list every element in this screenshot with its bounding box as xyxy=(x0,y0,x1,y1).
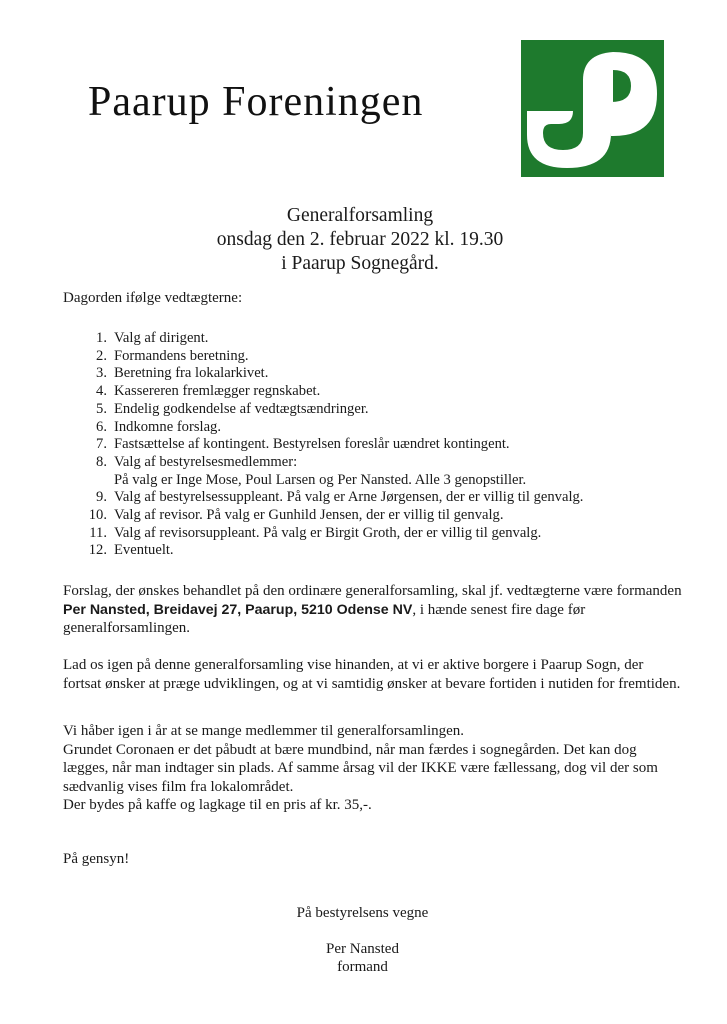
agenda-item: 9. Valg af bestyrelsessuppleant. På valg er Arne Jørgensen, der er villig til genvalg. xyxy=(96,489,584,506)
proposal-paragraph: Forslag, der ønskes behandlet på den ordinære generalforsamling, skal jf. vedtægterne være formanden Per Nansted, Breidavej 27, Paarup, 5210 Odense NV, i hænde senest fire dage før generalforsamlingen. xyxy=(63,583,682,636)
meeting-info xyxy=(150,204,570,276)
agenda-item: 3. Beretning fra lokalarkivet. xyxy=(96,365,269,382)
meeting-venue: i Paarup Sognegård. xyxy=(281,253,439,274)
agenda-item: 7. Fastsættelse af kontingent. Bestyrelsen foreslår uændret kontingent. xyxy=(96,436,510,453)
agenda-item: 2. Formandens beretning. xyxy=(96,347,249,364)
agenda-item: 8. Valg af bestyrelsesmedlemmer: xyxy=(96,453,298,470)
meeting-heading: Generalforsamling xyxy=(286,205,434,226)
meeting-date: onsdag den 2. februar 2022 kl. 19.30 xyxy=(216,229,504,250)
closing-greeting: På gensyn! xyxy=(63,851,130,867)
agenda-list xyxy=(78,330,698,560)
paarup-logo xyxy=(521,40,664,177)
agenda-item-detail: På valg er Inge Mose, Poul Larsen og Per Nansted. Alle 3 genopstiller. xyxy=(114,471,527,488)
agenda-item: 1. Valg af dirigent. xyxy=(96,330,209,346)
agenda-item: 11. Valg af revisorsuppleant. På valg er Birgit Groth, der er villig til genvalg. xyxy=(89,524,542,541)
agenda-item: 12. Eventuelt. xyxy=(88,542,174,559)
chairman-address: Per Nansted, Breidavej 27, Paarup, 5210 Odense NV xyxy=(63,601,413,618)
agenda-intro: Dagorden ifølge vedtægterne: xyxy=(63,290,243,306)
community-paragraph: Lad os igen på denne generalforsamling vise hinanden, at vi er aktive borgere i Paarup Sogn, der fortsat ønsker at præge udviklingen, og at vi samtidig ønsker at bevare fortiden i nutiden for fremtiden. xyxy=(63,657,681,692)
agenda-item: 10. Valg af revisor. På valg er Gunhild Jensen, der er villig til genvalg. xyxy=(88,507,504,524)
agenda-item: 4. Kassereren fremlægger regnskabet. xyxy=(96,383,321,400)
info-line: Vi håber igen i år at se mange medlemmer til generalforsamlingen. xyxy=(63,723,465,739)
info-line: Der bydes på kaffe og lagkage til en pris af kr. 35,-. xyxy=(63,797,372,813)
signature-block xyxy=(240,940,485,976)
agenda-item: 6. Indkomne forslag. xyxy=(96,418,221,435)
logo-dot xyxy=(613,77,629,93)
organization-title: Paarup Foreningen xyxy=(88,79,424,125)
agenda-item: 5. Endelig godkendelse af vedtægtsændringer. xyxy=(96,400,369,417)
signature-role: formand xyxy=(337,959,388,975)
signature-on-behalf: På bestyrelsens vegne xyxy=(296,905,429,921)
info-paragraph xyxy=(63,722,683,815)
signature-name: Per Nansted xyxy=(326,941,399,957)
info-line: Grundet Coronaen er det påbudt at bære mundbind, når man færdes i sognegården. Det kan dog lægges, når man indtager sin plads. Af samme årsag vil der IKKE være fællessang, dog vil der som sædvanlig vises film fra lokalområdet. xyxy=(63,741,658,795)
